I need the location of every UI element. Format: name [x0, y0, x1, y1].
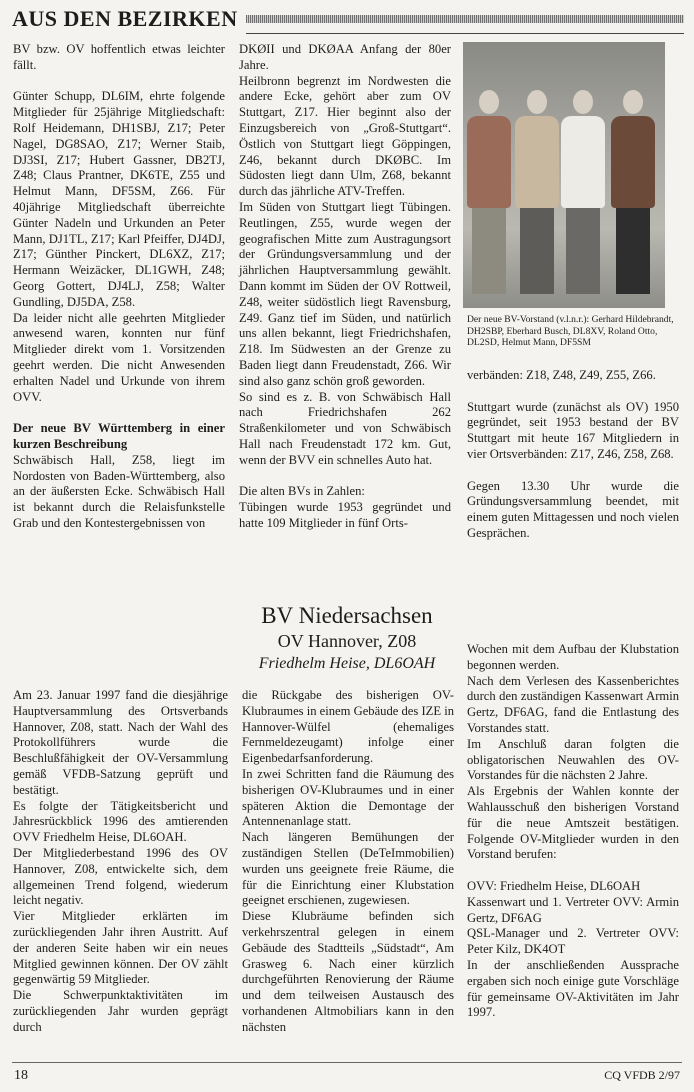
paragraph: Die alten BVs in Zahlen:: [239, 484, 365, 499]
photo-caption: Der neue BV-Vorstand (v.l.n.r.): Gerhard Hildebrandt, DH2SBP, Eberhard Busch, DL8XV, Roland Otto, DL2SD, Helmut Mann, DF5SM: [467, 314, 674, 348]
paragraph: Günter Schupp, DL6IM, ehrte folgende Mitglieder für 25jährige Mitgliedschaft: Rolf Heidemann, DH1SBJ, Z17; Peter Nagel, DG8SAO, Z17; Werner Staib, DJ3SI, Z17; Hubert Gassner, DB2TJ, Z48; Claus Prantner, DK6TE, Z55 und Helmut Mann, DF5SM, Z66. Für 40jährige Mitgliedschaft überreichte Günter Nadeln und Urkunden an Peter Mann, DJ1TL, Z17; Karl Pfeiffer, DJ4DJ, Z17; Günther Pinckert, DL6XZ, Z17; Hermann Weizäcker, DL1GWH, Z48; Georg Gottert, DJ4LJ, Z58; Walter Gundling, DJ5DA, Z58.: [13, 89, 225, 309]
section-author: Friedhelm Heise, DL6OAH: [258, 655, 436, 672]
paragraph: Als Ergebnis der Wahlen konnte der Wahlausschuß den bisherigen Vorstand für die neue Amtszeit bestätigen. Folgende OV-Mitglieder wurden in den Vorstand berufen:: [467, 784, 679, 862]
bottom-column-3: [467, 642, 679, 1021]
magazine-issue: CQ VFDB 2/97: [604, 1068, 680, 1082]
paragraph: Es folgte der Tätigkeitsbericht und Jahresrückblick 1996 des amtierenden OVV Friedhelm Heise, DL6OAH.: [13, 798, 228, 845]
paragraph: Im Süden von Stuttgart liegt Tübingen. Reutlingen, Z55, wurde wegen der geografischen Mitte zum Austragungsort der Gründungsversammlung und der jährlichen Hauptversammlung gewählt. Dann kommt im Süden der OV Rottweil, Z48, weiter südöstlich liegt Ravensburg, Z49. Ganz tief im Süden, und natürlich uns allen bekannt, liegt Friedrichshafen, Z18. Im Südwesten an der Grenze zu Baden liegt dann Freudenstadt, Z66. Wir sind also ganz schön groß geworden.: [239, 199, 451, 388]
bottom-column-2: [242, 688, 454, 1036]
paragraph: Die Schwerpunktaktivitäten im zurückliegenden Jahr wurden geprägt durch: [13, 988, 228, 1034]
paragraph: Wochen mit dem Aufbau der Klubstation begonnen werden.: [467, 642, 679, 672]
paragraph: die Rückgabe des bisherigen OV-Klubraumes in einem Gebäude des IZE in Hannover-Wülfel (ehemaliges Fernmeldezeugamt) infolge einer Eigenbedarfsanforderung.: [242, 688, 454, 766]
paragraph: verbänden: Z18, Z48, Z49, Z55, Z66.: [467, 368, 656, 382]
paragraph: Heilbronn begrenzt im Nordwesten die andere Ecke, gehört aber zum OV Stuttgart, Z17. Hier beginnt also der Einzugsbereich von „Groß-Stuttgart“. Östlich von Stuttgart liegt Göppingen, Z46, bekannt durch DKØBC. Im Südosten liegt dann Ulm, Z68, bekannt durch das jährliche ATV-Treffen.: [239, 73, 451, 199]
person-figure: [611, 90, 655, 294]
paragraph: OVV: Friedhelm Heise, DL6OAH: [467, 878, 641, 893]
paragraph: Stuttgart wurde (zunächst als OV) 1950 gegründet, seit 1953 bestand der BV Stuttgart mit heute 167 Mitgliedern in vier Ortsverbänden: Z17, Z46, Z58, Z68.: [467, 399, 679, 461]
section-header: [12, 4, 684, 34]
section-title: BV Niedersachsen: [261, 603, 433, 628]
paragraph: Nach dem Verlesen des Kassenberichtes durch den zuständigen Kassenwart Armin Gertz, DF6AG, fand die Entlastung des Vorstandes statt.: [467, 673, 679, 735]
person-figure: [515, 90, 559, 294]
paragraph: Gegen 13.30 Uhr wurde die Gründungsversammlung beendet, mit einem guten Mittagessen und noch vielen Gesprächen.: [467, 478, 679, 540]
paragraph: Da leider nicht alle geehrten Mitglieder anwesend waren, konnten nur fünf Mitglieder direkt vom 1. Vorsitzenden geehrt werden. Die nicht Anwesenden erhalten Nadel und Urkunde von ihrem OVV.: [13, 310, 225, 404]
column-1: [13, 42, 225, 548]
bottom-column-1: [13, 688, 228, 1036]
paragraph: So sind es z. B. von Schwäbisch Hall nach Friedrichshafen 262 Straßenkilometer und von Schwäbisch Hall nach Freudenstadt 172 km. Gut, wenn der BVV ein schnelles Auto hat.: [239, 389, 451, 467]
paragraph: QSL-Manager und 2. Vertreter OVV: Peter Kilz, DK4OT: [467, 926, 679, 957]
paragraph: Schwäbisch Hall, Z58, liegt im Nordosten von Baden-Württemberg, also an der äußersten Ecke. Schwäbisch Hall ist bekannt durch die Relaisfunkstelle Grab und den Kontestergebnissen von: [13, 452, 225, 530]
page-number: 18: [14, 1068, 28, 1083]
paragraph: In der anschließenden Aussprache ergaben sich noch einige gute Vorschläge für gemeinsame OV-Aktivitäten im Jahr 1997.: [467, 957, 679, 1020]
paragraph: Vier Mitglieder erklärten im zurückliegenden Jahr ihren Austritt. Auf der anderen Seite haben wir ein neues Mitglied gewinnen können. Der OV zählt gegenwärtig 59 Mitglieder.: [13, 909, 228, 987]
footer-rule: [12, 1062, 682, 1063]
paragraph: Der Mitgliederbestand 1996 des OV Hannover, Z08, entwickelte sich, dem allgemeinen Trend folgend, wiederum leicht negativ.: [13, 845, 228, 908]
group-photo: [463, 42, 665, 308]
column-2: [239, 42, 451, 548]
subheading: Der neue BV Württemberg in einer kurzen Beschreibung: [13, 421, 225, 451]
paragraph: Nach längeren Bemühungen der zuständigen Stellen (DeTeImmobilien) wurden uns geeignete freie Räume, die für die Einrichtung einer Klubstation geeignet erschienen, zugewiesen.: [242, 830, 454, 908]
paragraph: Tübingen wurde 1953 gegründet und hatte 109 Mitglieder in fünf Orts-: [239, 500, 451, 530]
paragraph: Im Anschluß daran folgten die obligatorischen Neuwahlen des OV-Vorstandes für die nächsten 2 Jahre.: [467, 736, 679, 783]
header-title: AUS DEN BEZIRKEN: [12, 4, 246, 34]
paragraph: DKØII und DKØAA Anfang der 80er Jahre.: [239, 42, 451, 72]
column-3: [467, 368, 679, 558]
person-figure: [467, 90, 511, 294]
paragraph: BV bzw. OV hoffentlich etwas leichter fällt.: [13, 42, 225, 72]
paragraph: In zwei Schritten fand die Räumung des bisherigen OV-Klubraumes und in einer späteren Aktion die Demontage der Antennenanlage statt.: [242, 766, 454, 829]
section-subtitle: OV Hannover, Z08: [277, 631, 417, 651]
person-figure: [561, 90, 605, 294]
paragraph: Am 23. Januar 1997 fand die diesjährige Hauptversammlung des Ortsverbands Hannover, Z08, statt. Nach der Wahl des Protokollführers wurde die Beschlußfähigkeit der OV-Versammlung gemäß VFDB-Satzung geprüft und bestätigt.: [13, 688, 228, 797]
paragraph: Diese Klubräume befinden sich verkehrszentral gelegen in einem Gebäude des Stadtteils „Südstadt“, Am Grasweg 6. Nach einer kürzlich durchgeführten Renovierung der Räume und dem teilweisen Austausch des vorhandenen Altmobiliars kann in den nächsten: [242, 909, 454, 1034]
paragraph: Kassenwart und 1. Vertreter OVV: Armin Gertz, DF6AG: [467, 894, 679, 925]
